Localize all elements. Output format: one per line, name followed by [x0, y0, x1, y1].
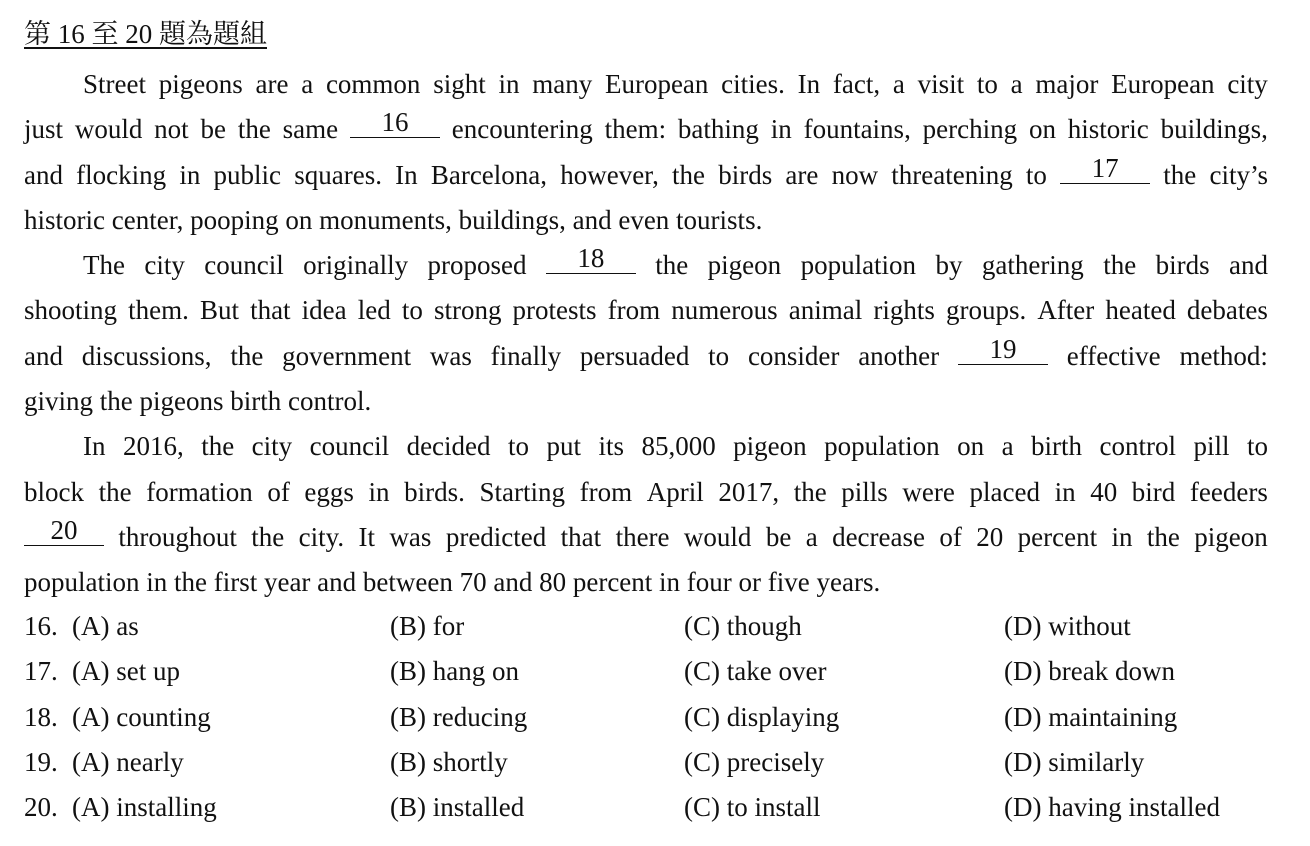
word: to [976, 69, 998, 99]
word: public [213, 159, 282, 190]
word: there [615, 521, 670, 552]
word: them: [604, 114, 667, 145]
word: major [1035, 69, 1099, 99]
word: to [1025, 159, 1047, 190]
word: be [765, 521, 792, 552]
word: the [230, 340, 264, 371]
option-c: (C) take over [684, 656, 827, 687]
word: The [83, 250, 125, 281]
word: a [1001, 431, 1014, 462]
word: be [200, 114, 226, 145]
word: the [201, 431, 235, 462]
word: council [309, 431, 390, 462]
word: that [560, 521, 602, 552]
word: the [1103, 250, 1137, 281]
word: finally [490, 340, 562, 371]
word: to [708, 340, 730, 371]
word: decrease [832, 521, 925, 552]
word: cities. [721, 69, 785, 99]
word: put [546, 431, 581, 462]
word: government [282, 340, 412, 371]
word: rights [873, 295, 935, 326]
word: historic [1067, 114, 1149, 145]
word: are [785, 159, 819, 190]
word: city’s [1209, 159, 1268, 190]
answer-options [24, 604, 1284, 830]
passage-line: giving the pigeons birth control. [24, 386, 372, 417]
word: the [98, 476, 132, 507]
word: to [508, 431, 530, 462]
option-a: (A) as [72, 611, 139, 641]
word: city [144, 250, 185, 281]
word: debates [1186, 295, 1268, 326]
word: birds. [404, 476, 465, 507]
option-b: (B) reducing [390, 701, 528, 732]
question-row-18 [24, 695, 1284, 740]
word: pill [1193, 431, 1230, 462]
word: of [939, 521, 962, 552]
option-b: (B) shortly [390, 746, 508, 777]
word: in [368, 476, 390, 507]
word: and [24, 340, 63, 371]
word: fact, [832, 69, 881, 99]
word: idea [301, 295, 347, 326]
word: a [301, 69, 314, 99]
word: to [1246, 431, 1268, 462]
word: that [250, 295, 291, 326]
question-number: 17. [24, 656, 58, 687]
word: bird [1131, 476, 1176, 507]
option-d: (D) similarly [1004, 746, 1145, 777]
option-a: (A) set up [72, 656, 180, 687]
question-number: 18. [24, 701, 58, 732]
word: throughout [118, 521, 237, 552]
word: protests [512, 295, 597, 326]
word: by [935, 250, 963, 281]
word: common [325, 69, 421, 99]
passage-line [24, 153, 1268, 198]
option-d: (D) break down [1004, 656, 1175, 687]
word: on [957, 431, 985, 462]
question-number: 19. [24, 746, 58, 777]
word: city [251, 431, 293, 462]
cloze-passage [24, 62, 1268, 606]
word: and [24, 159, 63, 190]
word: strong [433, 295, 502, 326]
word: heated [1105, 295, 1176, 326]
word: fountains, [803, 114, 911, 145]
blank-17: 17 [1060, 153, 1150, 184]
word: a [805, 521, 818, 552]
word: birds [1155, 250, 1210, 281]
word: predicted [445, 521, 547, 552]
passage-line [24, 334, 1268, 379]
option-d: (D) having installed [1004, 792, 1220, 823]
word: flocking [76, 159, 167, 190]
word: same [282, 114, 339, 145]
question-number: 20. [24, 792, 58, 823]
word: birds [718, 159, 773, 190]
word: are [255, 69, 289, 99]
word: sight [433, 69, 486, 99]
option-b: (B) installed [390, 792, 525, 823]
question-number: 16. [24, 611, 58, 641]
passage-line [24, 107, 1268, 152]
word: the [655, 250, 689, 281]
passage-line [24, 62, 1268, 107]
word: of [267, 476, 290, 507]
passage-line: historic center, pooping on monuments, buildings, and even tourists. [24, 204, 763, 235]
word: gathering [981, 250, 1084, 281]
word: in [1054, 476, 1076, 507]
word: placed [969, 476, 1040, 507]
option-d: (D) without [1004, 611, 1131, 641]
word: In [83, 431, 106, 462]
question-group-heading: 第 16 至 20 題為題組 [24, 19, 267, 49]
word: pigeon [1194, 521, 1268, 552]
word: 2017, [718, 476, 780, 507]
word: 20 [976, 521, 1004, 552]
word: squares. [294, 159, 382, 190]
word: the [1163, 159, 1197, 190]
word: to [401, 295, 423, 326]
word: In [395, 159, 418, 190]
passage-line [24, 288, 1268, 333]
word: the [672, 159, 706, 190]
word: pigeons [158, 69, 243, 99]
word: It [358, 521, 376, 552]
word: its [598, 431, 624, 462]
word: encountering [451, 114, 593, 145]
word: not [154, 114, 189, 145]
word: a [1010, 69, 1023, 99]
word: the [793, 476, 827, 507]
passage-line [24, 470, 1268, 515]
word: a [892, 69, 905, 99]
word: discussions, [81, 340, 212, 371]
word: April [646, 476, 704, 507]
word: in [1111, 521, 1133, 552]
word: percent [1017, 521, 1098, 552]
question-row-16 [24, 604, 1284, 649]
word: bathing [677, 114, 759, 145]
passage-line [24, 243, 1268, 288]
word: feeders [1189, 476, 1268, 507]
word: perching [922, 114, 1018, 145]
word: would [74, 114, 143, 145]
word: from [607, 295, 661, 326]
word: buildings, [1160, 114, 1268, 145]
word: threatening [891, 159, 1013, 190]
word: In [797, 69, 821, 99]
word: consider [747, 340, 840, 371]
word: were [902, 476, 955, 507]
question-row-20 [24, 785, 1284, 830]
question-row-17 [24, 649, 1284, 694]
passage-line [24, 424, 1268, 469]
word: formation [146, 476, 253, 507]
word: just [24, 114, 64, 145]
word: population [824, 431, 940, 462]
word: council [204, 250, 284, 281]
word: Barcelona, [430, 159, 548, 190]
word: control [1099, 431, 1176, 462]
word: in [498, 69, 520, 99]
word: visit [917, 69, 965, 99]
word: was [429, 340, 472, 371]
word: block [24, 476, 84, 507]
word: the [251, 521, 285, 552]
word: however, [560, 159, 659, 190]
word: now [831, 159, 879, 190]
word: pills [841, 476, 888, 507]
word: pigeon [707, 250, 782, 281]
word: decided [406, 431, 491, 462]
word: originally [303, 250, 409, 281]
word: on [1028, 114, 1056, 145]
word: But [199, 295, 239, 326]
word: 2016, [122, 431, 184, 462]
option-d: (D) maintaining [1004, 701, 1178, 732]
word: proposed [427, 250, 527, 281]
word: effective [1066, 340, 1161, 371]
word: Starting [479, 476, 566, 507]
word: 40 [1090, 476, 1118, 507]
option-b: (B) hang on [390, 656, 519, 687]
word: Street [83, 69, 146, 99]
passage-line: population in the first year and between 70 and 80 percent in four or five years. [24, 567, 881, 598]
word: population [800, 250, 917, 281]
word: eggs [304, 476, 354, 507]
word: them. [128, 295, 189, 326]
option-b: (B) for [390, 611, 465, 641]
word: animal [788, 295, 863, 326]
word: numerous [671, 295, 778, 326]
word: the [237, 114, 271, 145]
passage-line [24, 515, 1268, 560]
option-c: (C) precisely [684, 746, 825, 777]
word: was [389, 521, 432, 552]
word: would [683, 521, 752, 552]
blank-18: 18 [546, 243, 636, 274]
word: city. [298, 521, 345, 552]
option-a: (A) counting [72, 701, 211, 732]
option-c: (C) to install [684, 792, 821, 823]
word: in [179, 159, 201, 190]
word: groups. [945, 295, 1027, 326]
option-a: (A) installing [72, 792, 217, 823]
word: After [1037, 295, 1095, 326]
option-c: (C) displaying [684, 701, 840, 732]
word: birth [1031, 431, 1083, 462]
option-c: (C) though [684, 611, 802, 641]
word: many [532, 69, 593, 99]
word: European [1111, 69, 1215, 99]
question-row-19 [24, 740, 1284, 785]
word: city [1227, 69, 1268, 99]
word: from [579, 476, 633, 507]
word: in [770, 114, 792, 145]
word: method: [1179, 340, 1268, 371]
word: pigeon [733, 431, 807, 462]
option-a: (A) nearly [72, 746, 184, 777]
blank-20: 20 [24, 515, 104, 546]
word: shooting [24, 295, 118, 326]
word: persuaded [579, 340, 690, 371]
word: the [1146, 521, 1180, 552]
blank-16: 16 [350, 107, 440, 138]
word: 85,000 [641, 431, 716, 462]
blank-19: 19 [958, 334, 1048, 365]
word: led [357, 295, 391, 326]
word: and [1228, 250, 1268, 281]
word: European [604, 69, 709, 99]
word: another [858, 340, 940, 371]
